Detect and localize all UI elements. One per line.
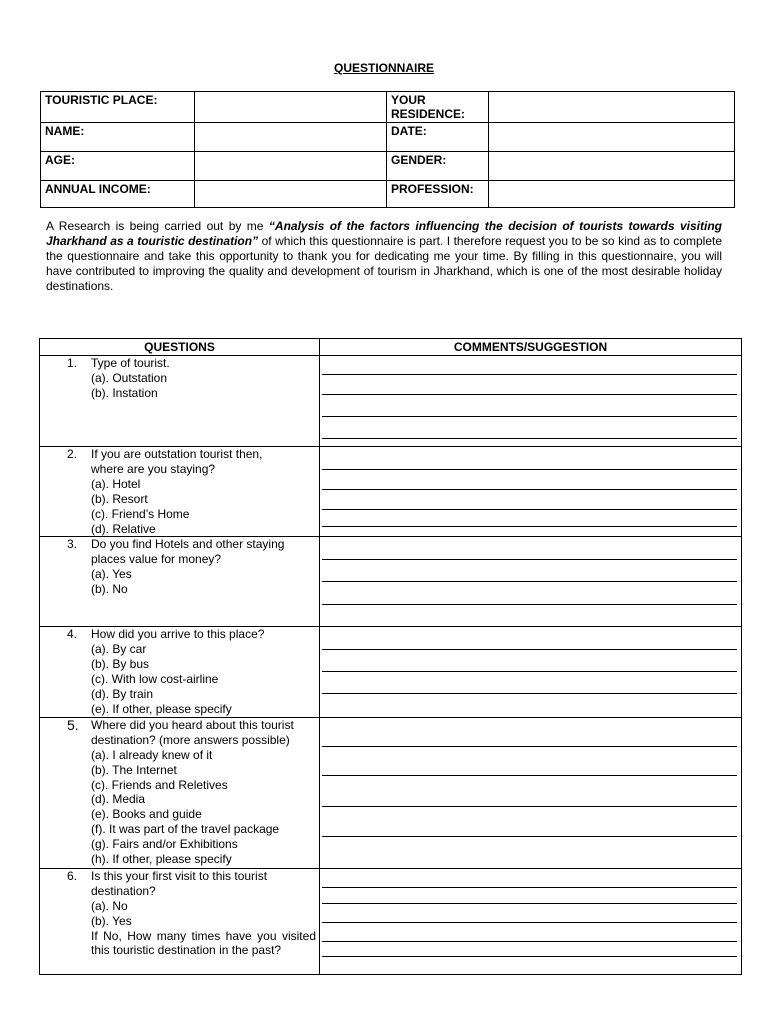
question-text: Do you find Hotels and other staying <box>91 537 285 552</box>
option: (b). The Internet <box>91 762 177 777</box>
option: (f). It was part of the travel package <box>91 822 280 837</box>
date-label: DATE: <box>387 123 489 152</box>
question-text: How did you arrive to this place? <box>91 627 265 642</box>
question-number: 3. <box>67 537 78 552</box>
option: (a). Hotel <box>91 476 141 491</box>
option: (a). No <box>91 898 128 913</box>
option: (a). By car <box>91 642 147 657</box>
questions-table <box>39 338 742 975</box>
gender-label: GENDER: <box>387 152 489 181</box>
option: (e). Books and guide <box>91 807 202 822</box>
page-title: QUESTIONNAIRE <box>333 61 434 75</box>
intro-text-before: A Research is being carried out by me <box>46 219 269 233</box>
research-title: “Analysis of the factors influencing the decision of tourists towards visiting Jharkhand as a touristic destination” <box>46 219 722 248</box>
comment-cell-3[interactable] <box>320 537 742 627</box>
age-field[interactable] <box>195 152 387 181</box>
option: (d). Media <box>91 792 146 807</box>
question-text: destination? <box>91 883 156 898</box>
respondent-info-table <box>40 91 735 208</box>
option: (c). Friend’s Home <box>91 506 190 521</box>
comment-cell-1[interactable] <box>320 356 742 447</box>
profession-label: PROFESSION: <box>387 181 489 208</box>
question-text: places value for money? <box>91 552 222 567</box>
question-1 <box>40 356 320 447</box>
option: (g). Fairs and/or Exhibitions <box>91 837 238 852</box>
option: (a). Outstation <box>91 370 168 385</box>
question-text: Where did you heard about this tourist <box>91 717 294 732</box>
followup-text: If No, How many times have you visited this touristic destination in the past? <box>91 928 316 958</box>
option: (b). By bus <box>91 657 150 672</box>
annual-income-label: ANNUAL INCOME: <box>41 181 195 208</box>
option: (h). If other, please specify <box>91 852 232 867</box>
question-text: If you are outstation tourist then, <box>91 447 263 461</box>
option: (b). Resort <box>91 491 148 506</box>
question-3 <box>40 537 320 627</box>
date-field[interactable] <box>489 123 735 152</box>
name-field[interactable] <box>195 123 387 152</box>
question-6 <box>40 868 320 974</box>
question-text: Type of tourist. <box>91 356 170 370</box>
option: (a). Yes <box>91 567 132 582</box>
gender-field[interactable] <box>489 152 735 181</box>
option: (a). I already knew of it <box>91 747 213 762</box>
intro-paragraph <box>46 219 722 294</box>
option: (b). Instation <box>91 385 158 400</box>
option: (c). Friends and Reletives <box>91 777 228 792</box>
comment-cell-4[interactable] <box>320 627 742 717</box>
your-residence-field[interactable] <box>489 92 735 123</box>
profession-field[interactable] <box>489 181 735 208</box>
your-residence-label: YOUR RESIDENCE: <box>387 92 489 123</box>
comment-cell-6[interactable] <box>320 868 742 974</box>
question-4 <box>40 627 320 717</box>
touristic-place-field[interactable] <box>195 92 387 123</box>
question-text: Is this your first visit to this tourist <box>91 868 268 883</box>
comments-header: COMMENTS/SUGGESTION <box>320 339 742 356</box>
question-number: 1. <box>67 356 78 370</box>
annual-income-field[interactable] <box>195 181 387 208</box>
comment-cell-2[interactable] <box>320 447 742 537</box>
option: (d). By train <box>91 687 154 702</box>
question-number: 5. <box>67 716 79 733</box>
intro-text-after: of which this questionnaire is part. I therefore request you to be so kind as to complete the questionnaire and take this opportunity to thank you for dedicating me your time. By filling in this questionnaire, you will have contributed to improving the quality and development of tourism in Jharkhand, which is one of the most desirable holiday destinations. <box>46 234 723 293</box>
questions-header: QUESTIONS <box>40 339 320 356</box>
option: (e). If other, please specify <box>91 701 232 716</box>
touristic-place-label: TOURISTIC PLACE: <box>41 92 195 123</box>
question-text: destination? (more answers possible) <box>91 732 290 747</box>
option: (c). With low cost-airline <box>91 672 219 687</box>
option: (b). No <box>91 582 128 597</box>
question-number: 4. <box>67 627 78 642</box>
option: (d). Relative <box>91 521 156 536</box>
name-label: NAME: <box>41 123 195 152</box>
option: (b). Yes <box>91 913 132 928</box>
question-number: 6. <box>67 868 78 883</box>
comment-cell-5[interactable] <box>320 717 742 868</box>
question-text: where are you staying? <box>91 461 216 476</box>
question-5 <box>40 717 320 868</box>
question-number: 2. <box>67 447 78 461</box>
question-2 <box>40 447 320 537</box>
age-label: AGE: <box>41 152 195 181</box>
